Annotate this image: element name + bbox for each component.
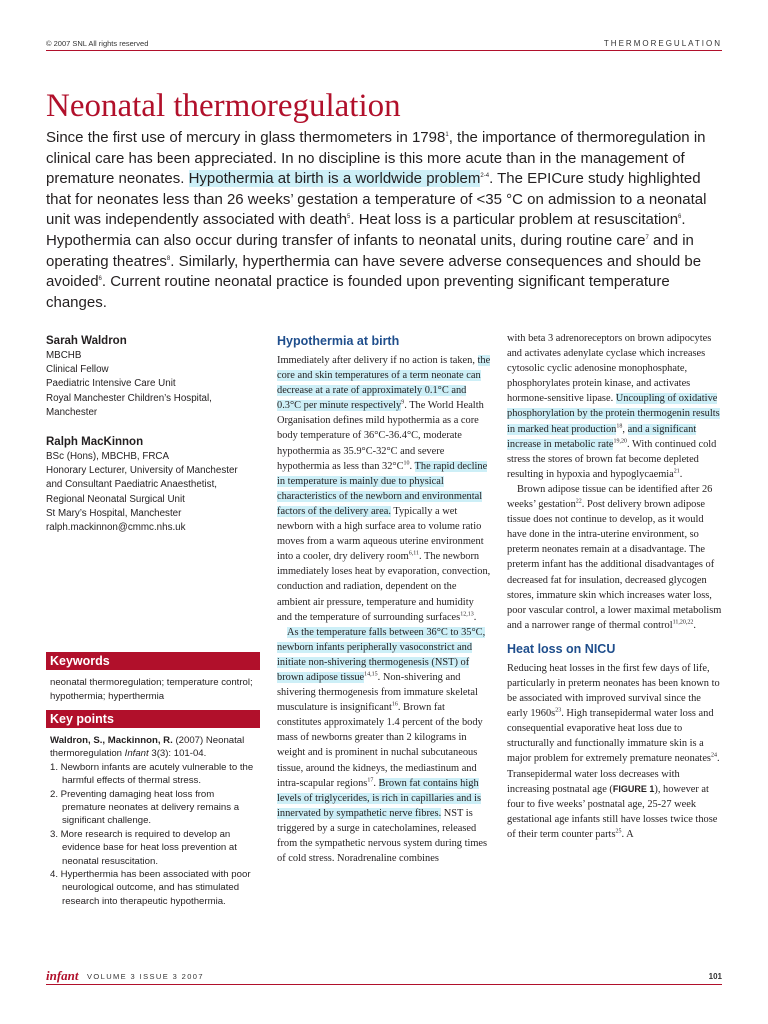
figure-reference[interactable]: FIGURE 1: [612, 783, 655, 794]
key-points-heading: Key points: [46, 710, 260, 728]
journal-logo: infant: [46, 968, 79, 983]
author-email[interactable]: ralph.mackinnon@cmmc.nhs.uk: [46, 522, 186, 534]
body-column-3: [507, 331, 723, 842]
paragraph: Brown adipose tissue can be identified after 26 weeks’ gestation$^{22}$. Post delivery brown adipose tissue does not continue to develop, as it would have done in the intra-uterine environment, so preterm neonates remain at a disadvantage. The preterm infant has the additional disadvantages of decreased fat for insulation, decreased glycogen stores, immature skin which increases water loss, poor vascular control, a lower maximal metabolism and a narrower range of thermal control$^{11,20,22}$.: [507, 483, 722, 631]
highlight: Brown fat contains high levels of triglycerides, is rich in capillaries and is innervated by sympathetic nerve fibres.: [277, 777, 481, 819]
article-title: Neonatal thermoregulation: [46, 88, 401, 124]
key-points-list: [50, 761, 258, 908]
list-item: 4. Hyperthermia has been associated with poor neurological outcome, and has stimulated research into therapeutic hypothermia.: [50, 869, 251, 907]
page-number: 101: [708, 972, 722, 981]
author-name: Ralph MacKinnon: [46, 436, 144, 449]
keywords-heading: Keywords: [46, 652, 260, 670]
citation: Waldron, S., Mackinnon, R. (2007) Neonatal thermoregulation Infant 3(3): 101-04.: [50, 735, 245, 760]
author-list: [46, 333, 256, 549]
author-detail: Paediatric Intensive Care Unit: [46, 378, 176, 390]
author-block: [46, 434, 256, 535]
highlight: As the temperature falls between 36°C to 35°C, newborn infants peripherally vasoconstrict and initiate non-shivering thermogenesis (NST) of brown adipose tissue: [277, 626, 486, 683]
highlight: The rapid decline in temperature is mainly due to physical characteristics of the newborn and environmental factors of the delivery area.: [277, 460, 488, 517]
author-detail: St Mary’s Hospital, Manchester: [46, 507, 182, 519]
list-item: 1. Newborn infants are acutely vulnerable to the harmful effects of thermal stress.: [50, 761, 254, 787]
highlight: Uncoupling of oxidative phosphorylation by the protein thermogenin results in marked heat production: [507, 393, 720, 435]
running-header-topic: THERMOREGULATION: [603, 39, 722, 48]
author-name: Sarah Waldron: [46, 335, 127, 347]
keywords-text: neonatal thermoregulation; temperature control; hypothermia; hyperthermia: [50, 677, 253, 702]
highlight: the core and skin temperatures of a term neonate can decrease at a rate of approximately 0.1°C and 0.3°C per minute respectively: [277, 355, 491, 412]
footer-rule: [46, 984, 722, 985]
paragraph: As the temperature falls between 36°C to 35°C, newborn infants peripherally vasoconstrict and initiate non-shivering thermogenesis (NST) of brown adipose tissue$^{14,15}$. Non-shivering and shivering thermogenesis from immature skeletal musculature is insignificant$^{16}$. Brown fat constitutes approximately 1.4 percent of the body mass of newborns greater than 2 kilograms in weight and is prominent in nuchal subcutaneous tissue, around the kidneys, the mediastinum and intra-scapular regions$^{17}$. Brown fat contains high levels of triglycerides, is rich in capillaries and is innervated by sympathetic nerve fibres. NST is triggered by a surge in catecholamines, released from the sympathetic nervous system during times of cold stress. Noradrenaline combines: [277, 626, 488, 865]
header-rule: [46, 50, 722, 51]
author-detail: Clinical Fellow: [46, 364, 109, 376]
paragraph: Immediately after delivery if no action is taken, the core and skin temperatures of a term neonate can decrease at a rate of approximately 0.1°C and 0.3°C per minute respectively$^9$. The World Health Organisation defines mild hypothermia as a core body temperature of 36°C-36.4°C, moderate hypothermia as 35.9°C-32°C and severe hypothermia as less than $32^\circ C^{10}$. The rapid decline in temperature is mainly due to physical characteristics of the newborn and environmental factors of the delivery area. Typically a wet newborn with a high surface area to volume ratio moves from a warm aqueous uterine environment into a cooler, dry delivery room$^{6,11}$. The newborn immediately loses heat by evaporation, convection, conduction and radiation, dependent on the ambient air pressure, temperature and humidity and the temperature of surrounding surfaces$^{12,13}$.: [277, 355, 491, 623]
author-detail: BSc (Hons), MBCHB, FRCA: [46, 451, 170, 463]
issue-info: VOLUME 3 ISSUE 3 2007: [87, 972, 204, 981]
key-points-box: [46, 710, 260, 908]
highlight: Hypothermia at birth is a worldwide problem: [188, 170, 481, 188]
list-item: 2. Preventing damaging heat loss from premature neonates at delivery remains a significant challenge.: [50, 788, 240, 827]
author-detail: MBCHB: [46, 350, 82, 361]
list-item: 3. More research is required to develop an evidence base for heat loss prevention at neonatal resuscitation.: [50, 828, 237, 867]
author-detail: Royal Manchester Children’s Hospital, Manchester: [46, 392, 212, 418]
body-column-2: [277, 333, 491, 866]
copyright-notice: © 2007 SNL All rights reserved: [46, 39, 149, 48]
paragraph: Reducing heat losses in the first few days of life, particularly in preterm neonates has been known to be associated with improved survival since the early $1960s^{23}$. High transepidermal water loss and consequential evaporative heat loss due to structurally and functionally immature skin is a major problem for extremely premature neonates$^{24}$. Transepidermal water loss decreases with increasing postnatal age (FIGURE 1), however at four to five weeks’ postnatal age, 25-27 week gestational age infants still have losses twice those of their term counter parts$^{25}$. A: [507, 662, 720, 840]
section-heading: Heat loss on NICU: [507, 641, 616, 656]
author-detail: Honorary Lecturer, University of Manchester and Consultant Paediatric Anaesthetist, Regional Neonatal Surgical Unit: [46, 465, 238, 505]
section-heading: Hypothermia at birth: [277, 334, 400, 348]
author-block: [46, 333, 256, 420]
keywords-box: [46, 652, 260, 707]
paragraph: with beta 3 adrenoreceptors on brown adipocytes and activates adenylate cyclase which increases cytosolic cyclic adenosine monophosphate, phosphorylates protein kinase, and activates hormone-sensitive lipase. Uncoupling of oxidative phosphorylation by the protein thermogenin results in marked heat production$^{18}$, and a significant increase in metabolic rate$^{19,20}$. With continued cold stress the stores of brown fat become depleted resulting in hypoxia and hypoglycaemia$^{21}$.: [507, 333, 720, 480]
article-intro: Since the first use of mercury in glass thermometers in 1798$^1$, the importance of thermoregulation in clinical care has been appreciated. In no discipline is this more acute than in the management of premature neonates. Hypothermia at birth is a worldwide problem$^{2-4}$. The EPICure study highlighted that for neonates less than 26 weeks’ gestation a temperature of <35 °C on admission to a neonatal unit was independently associated with death$^5$. Heat loss is a particular problem at resuscitation$^6$. Hypothermia can also occur during transfer of infants to neonatal units, during routine care$^7$ and in operating theatres$^8$. Similarly, hyperthermia can have severe adverse consequences and should be avoided$^6$. Current routine neonatal practice is founded upon preventing significant temperature changes.: [46, 129, 707, 311]
highlight: and a significant increase in metabolic rate: [507, 423, 697, 450]
